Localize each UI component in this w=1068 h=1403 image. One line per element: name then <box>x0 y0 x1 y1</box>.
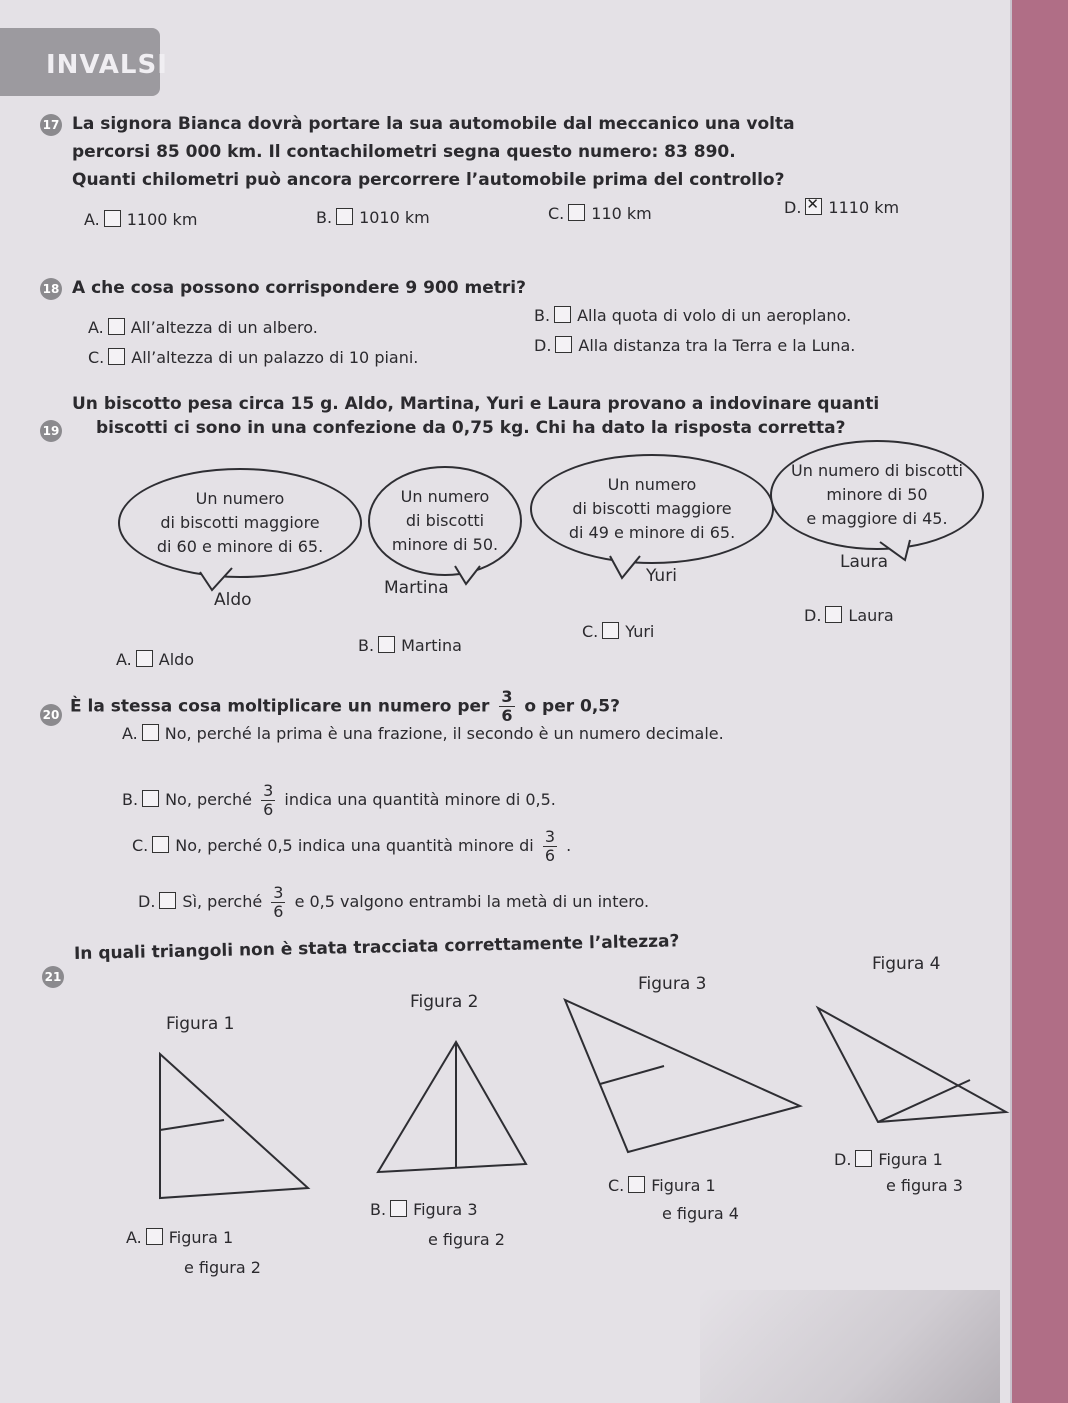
q17-option-c[interactable]: C. 110 km <box>548 204 652 223</box>
checkbox[interactable] <box>628 1176 645 1193</box>
q20-option-c[interactable]: C. No, perché 0,5 indica una quantità minore di $\frac{3}{6}$ . <box>132 827 572 865</box>
question-number-19: 19 <box>40 420 62 442</box>
q20-option-d[interactable]: D. Sì, perché $\frac{3}{6}$ e 0,5 valgono entrambi la metà di un intero. <box>138 883 650 921</box>
q17-line1: La signora Bianca dovrà portare la sua automobile dal meccanico una volta <box>72 114 795 134</box>
figure-2-label: Figura 2 <box>410 992 479 1012</box>
checkbox[interactable] <box>146 1228 163 1245</box>
q19-option-d[interactable]: D. Laura <box>804 606 894 625</box>
q19-option-b[interactable]: B. Martina <box>358 636 462 655</box>
q20-option-b[interactable]: B. No, perché $\frac{3}{6}$ indica una quantità minore di 0,5. <box>122 781 556 819</box>
triangle-figure-3 <box>565 1000 800 1152</box>
name-aldo: Aldo <box>214 590 252 610</box>
q19-line1: Un biscotto pesa circa 15 g. Aldo, Martina, Yuri e Laura provano a indovinare quanti <box>72 394 880 414</box>
q19-option-c[interactable]: C. Yuri <box>582 622 655 641</box>
q17-line2: percorsi 85 000 km. Il contachilometri segna questo numero: 83 890. <box>72 142 736 162</box>
q18-option-b[interactable]: B. Alla quota di volo di un aeroplano. <box>534 306 852 325</box>
question-number-18: 18 <box>40 278 62 300</box>
q21-option-c[interactable]: C. Figura 1 <box>608 1176 716 1195</box>
figure-3-label: Figura 3 <box>638 974 707 994</box>
fraction: $\frac{3}{6}$ <box>273 883 284 921</box>
page-shadow <box>700 1290 1000 1403</box>
q21-question: In quali triangoli non è stata tracciata correttamente l’altezza? <box>73 931 680 964</box>
q18-option-a[interactable]: A. All’altezza di un albero. <box>88 318 318 337</box>
section-tab-label: INVALSI <box>46 50 168 80</box>
figure-1-label: Figura 1 <box>166 1014 235 1034</box>
name-laura: Laura <box>840 552 889 572</box>
q20-question: È la stessa cosa moltiplicare un numero per $\frac{3}{6}$ o per 0,5? <box>70 687 620 725</box>
q19-option-a[interactable]: A. Aldo <box>116 650 195 669</box>
question-number-20: 20 <box>40 704 62 726</box>
q17-option-d[interactable]: D.✕ 1110 km <box>784 198 899 217</box>
q17-option-b[interactable]: B. 1010 km <box>316 208 430 227</box>
height-line-figure-1 <box>160 1120 224 1130</box>
figure-4-label: Figura 4 <box>872 954 941 974</box>
q17-option-a[interactable]: A. 1100 km <box>84 210 198 229</box>
q20-option-a[interactable]: A. No, perché la prima è una frazione, il secondo è un numero decimale. <box>122 724 724 743</box>
fraction: $\frac{3}{6}$ <box>263 781 274 819</box>
height-line-figure-3 <box>600 1066 664 1084</box>
name-martina: Martina <box>384 578 449 598</box>
name-yuri: Yuri <box>646 566 677 586</box>
question-number-17: 17 <box>40 114 62 136</box>
question-number-21: 21 <box>42 966 64 988</box>
q21-option-c-line2: e figura 4 <box>662 1204 739 1223</box>
q21-option-b[interactable]: B. Figura 3 <box>370 1200 478 1219</box>
speech-bubble-martina: Un numero di biscotti minore di 50. <box>368 466 522 576</box>
q18-option-c[interactable]: C. All’altezza di un palazzo di 10 piani. <box>88 348 419 367</box>
fraction: $\frac{3}{6}$ <box>544 827 555 865</box>
checkbox[interactable] <box>390 1200 407 1217</box>
q18-option-d[interactable]: D. Alla distanza tra la Terra e la Luna. <box>534 336 856 355</box>
speech-bubble-laura: Un numero di biscotti minore di 50 e maggiore di 45. <box>770 440 984 550</box>
fraction: $\frac{3}{6}$ <box>501 687 513 725</box>
q21-option-b-line2: e figura 2 <box>428 1230 505 1249</box>
q17-line3: Quanti chilometri può ancora percorrere l’automobile prima del controllo? <box>72 170 785 190</box>
q18-question: A che cosa possono corrispondere 9 900 metri? <box>72 278 526 298</box>
speech-bubble-aldo: Un numero di biscotti maggiore di 60 e minore di 65. <box>118 468 362 578</box>
checkbox[interactable] <box>855 1150 872 1167</box>
q21-option-a[interactable]: A. Figura 1 <box>126 1228 234 1247</box>
q19-line2: biscotti ci sono in una confezione da 0,75 kg. Chi ha dato la risposta corretta? <box>96 418 846 438</box>
q21-option-d-line2: e figura 3 <box>886 1176 963 1195</box>
q21-option-a-line2: e figura 2 <box>184 1258 261 1277</box>
q21-option-d[interactable]: D. Figura 1 <box>834 1150 943 1169</box>
triangle-figure-2 <box>378 1042 526 1172</box>
speech-bubble-yuri: Un numero di biscotti maggiore di 49 e minore di 65. <box>530 454 774 564</box>
triangle-figure-4 <box>818 1008 1006 1122</box>
